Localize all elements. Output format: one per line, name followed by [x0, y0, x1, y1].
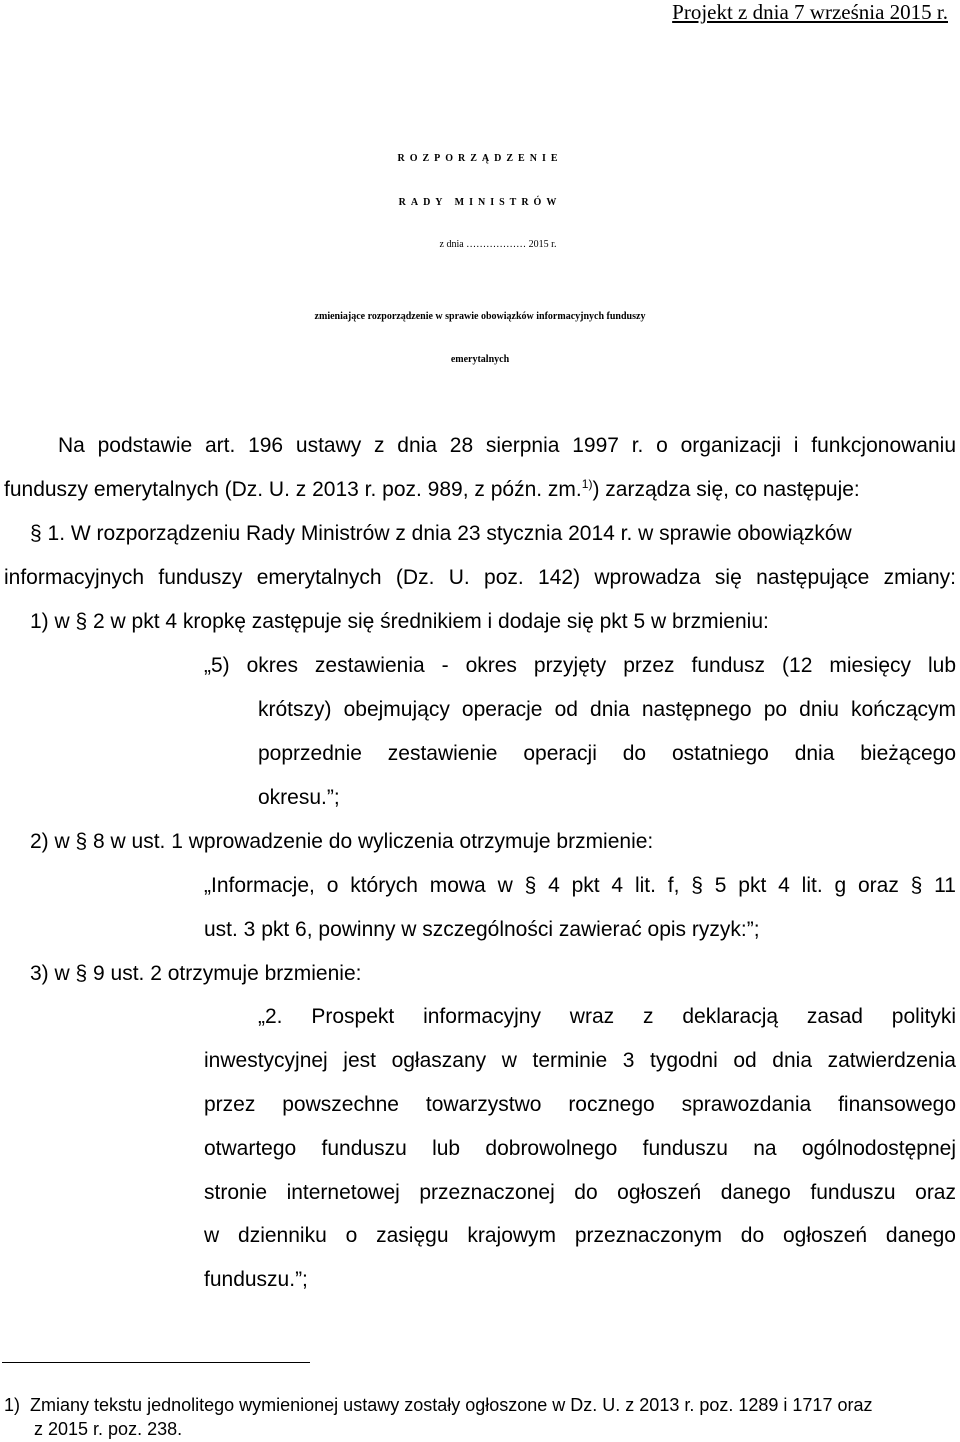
preamble-line-2-end: ) zarządza się, co następuje: [592, 478, 860, 501]
act-type-title: ROZPORZĄDZENIE [397, 153, 563, 164]
paragraph-1-line-2: informacyjnych funduszy emerytalnych (Dz. U. poz. 142) wprowadza się następujące zmiany: [4, 566, 956, 589]
amendment-3-quote-line-7: funduszu.”; [204, 1268, 308, 1291]
issuer-title: RADY MINISTRÓW [398, 197, 562, 208]
footnote-line-2: z 2015 r. poz. 238. [34, 1419, 183, 1439]
draft-label: Projekt z dnia 7 września 2015 r. [672, 0, 948, 24]
act-date: z dnia ……………… 2015 r. [439, 239, 557, 250]
amendment-3-quote-line-1: „2. Prospekt informacyjny wraz z deklaracją zasad polityki [258, 1005, 956, 1028]
act-subject-line-1: zmieniające rozporządzenie w sprawie obowiązków informacyjnych funduszy [314, 311, 646, 322]
amendment-2-intro: 2) w § 8 w ust. 1 wprowadzenie do wyliczenia otrzymuje brzmienie: [30, 830, 654, 853]
amendment-2-quote-line-2: ust. 3 pkt 6, powinny w szczególności zawierać opis ryzyk:”; [204, 918, 760, 941]
preamble-line-2-text: funduszy emerytalnych (Dz. U. z 2013 r. poz. 989, z późn. zm. [4, 478, 582, 501]
amendment-1-quote-line-4: okresu.”; [258, 786, 340, 809]
paragraph-1-text: 1. W rozporządzeniu Rady Ministrów z dnia 23 stycznia 2014 r. w sprawie obowiązków [47, 522, 852, 545]
preamble-line-1: Na podstawie art. 196 ustawy z dnia 28 sierpnia 1997 r. o organizacji i funkcjonowaniu [58, 434, 956, 457]
amendment-1-quote-line-1: „5) okres zestawienia - okres przyjęty przez fundusz (12 miesięcy lub [204, 654, 956, 677]
amendment-3-quote-line-6: w dzienniku o zasięgu krajowym przeznaczonym do ogłoszeń danego [204, 1224, 956, 1247]
paragraph-1-line-1 [30, 523, 852, 544]
footnote-separator [2, 1362, 310, 1363]
amendment-3-quote-line-4: otwartego funduszu lub dobrowolnego funduszu na ogólnodostępnej [204, 1137, 956, 1160]
footnote-text-1: Zmiany tekstu jednolitego wymienionej ustawy zostały ogłoszone w Dz. U. z 2013 r. poz. 1289 i 1717 oraz [30, 1395, 873, 1415]
amendment-2-quote-line-1: „Informacje, o których mowa w § 4 pkt 4 lit. f, § 5 pkt 4 lit. g oraz § 11 [204, 874, 956, 897]
amendment-3-quote-line-5: stronie internetowej przeznaczonej do ogłoszeń danego funduszu oraz [204, 1181, 956, 1204]
footnote-line-1 [4, 1396, 956, 1414]
amendment-3-quote-line-3: przez powszechne towarzystwo rocznego sprawozdania finansowego [204, 1093, 956, 1116]
preamble-line-2 [4, 479, 860, 500]
amendment-1-intro: 1) w § 2 w pkt 4 kropkę zastępuje się średnikiem i dodaje się pkt 5 w brzmieniu: [30, 610, 769, 633]
paragraph-sign: § [30, 522, 42, 545]
amendment-3-intro: 3) w § 9 ust. 2 otrzymuje brzmienie: [30, 962, 362, 985]
amendment-1-quote-line-3: poprzednie zestawienie operacji do ostatniego dnia bieżącego [258, 742, 956, 765]
act-subject-line-2: emerytalnych [450, 354, 510, 365]
footnote-number: 1) [4, 1395, 21, 1415]
footnote-reference: 1) [581, 477, 593, 491]
amendment-1-quote-line-2: krótszy) obejmujący operacje od dnia następnego po dniu kończącym [258, 698, 956, 721]
amendment-3-quote-line-2: inwestycyjnej jest ogłaszany w terminie 3 tygodni od dnia zatwierdzenia [204, 1049, 956, 1072]
